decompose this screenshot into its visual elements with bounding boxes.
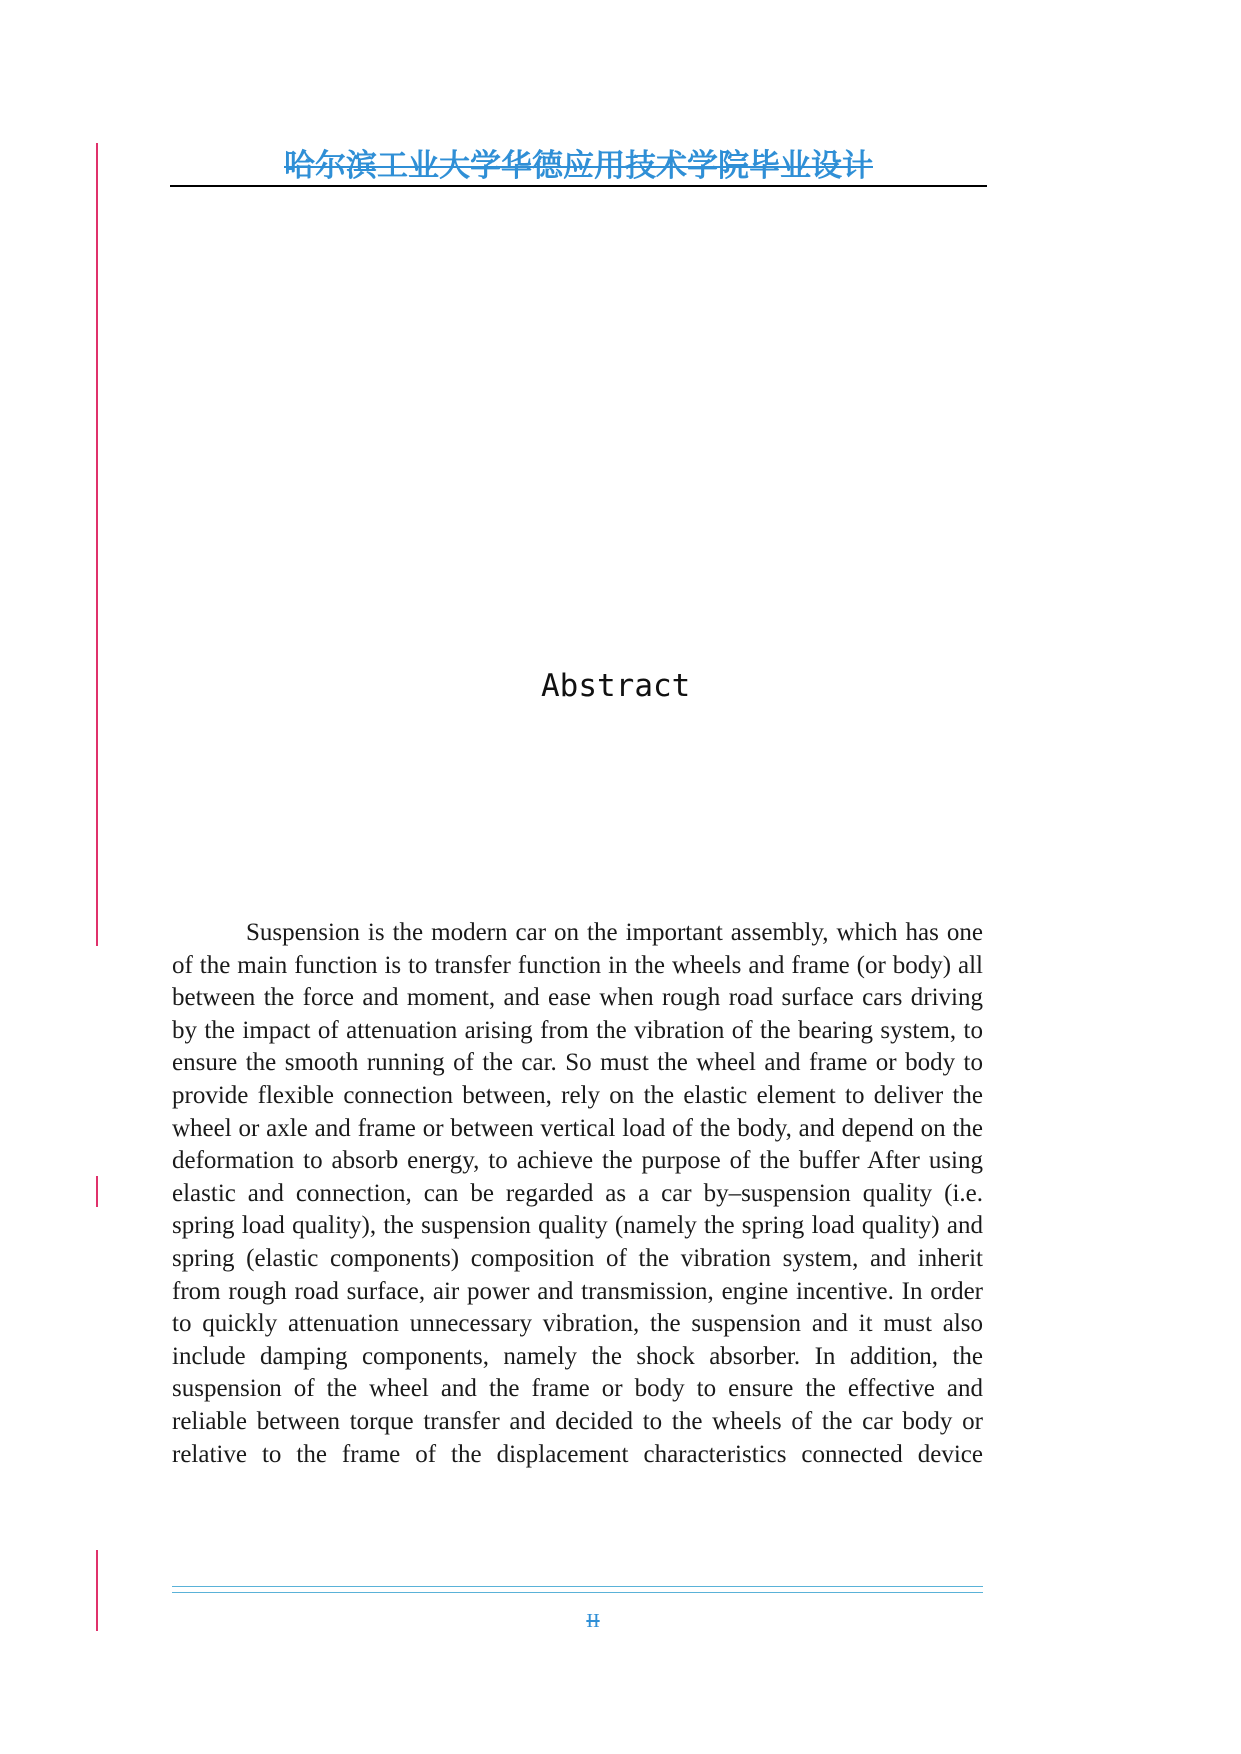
footer-rule-top xyxy=(172,1586,983,1587)
body-line: ensure the smooth running of the car. So must the wheel and frame or body to xyxy=(172,1049,983,1077)
revision-bar xyxy=(96,1176,98,1207)
abstract-paragraph xyxy=(172,917,983,1471)
header-rule xyxy=(170,185,987,187)
body-line: reliable between torque transfer and decided to the wheels of the car body or xyxy=(172,1407,983,1435)
body-line: provide flexible connection between, rely on the elastic element to deliver the xyxy=(172,1081,983,1109)
body-line: elastic and connection, can be regarded as a car by–suspension quality (i.e. xyxy=(172,1179,983,1207)
revision-bar xyxy=(96,1550,98,1631)
body-line: Suspension is the modern car on the important assembly, which has one xyxy=(246,919,983,946)
abstract-heading: Abstract xyxy=(541,668,691,704)
page-number: II xyxy=(586,1610,600,1632)
body-line: relative to the frame of the displacement characteristics connected device xyxy=(172,1440,983,1468)
footer-rule-bottom xyxy=(172,1592,983,1593)
body-line: wheel or axle and frame or between vertical load of the body, and depend on the xyxy=(172,1114,983,1142)
body-line: to quickly attenuation unnecessary vibration, the suspension and it must also xyxy=(172,1310,983,1338)
body-line: from rough road surface, air power and transmission, engine incentive. In order xyxy=(172,1277,983,1305)
body-line: by the impact of attenuation arising from the vibration of the bearing system, to xyxy=(172,1016,983,1044)
body-line: suspension of the wheel and the frame or body to ensure the effective and xyxy=(172,1375,983,1403)
body-line: deformation to absorb energy, to achieve the purpose of the buffer After using xyxy=(172,1147,983,1175)
body-line: between the force and moment, and ease when rough road surface cars driving xyxy=(172,984,983,1012)
page-header-title: 哈尔滨工业大学华德应用技术学院毕业设计 xyxy=(284,148,873,184)
body-line: include damping components, namely the shock absorber. In addition, the xyxy=(172,1342,983,1370)
revision-bar xyxy=(96,143,98,946)
body-line: spring load quality), the suspension quality (namely the spring load quality) and xyxy=(172,1212,983,1240)
body-line: spring (elastic components) composition of the vibration system, and inherit xyxy=(172,1244,983,1272)
body-line: of the main function is to transfer function in the wheels and frame (or body) all xyxy=(172,951,983,979)
